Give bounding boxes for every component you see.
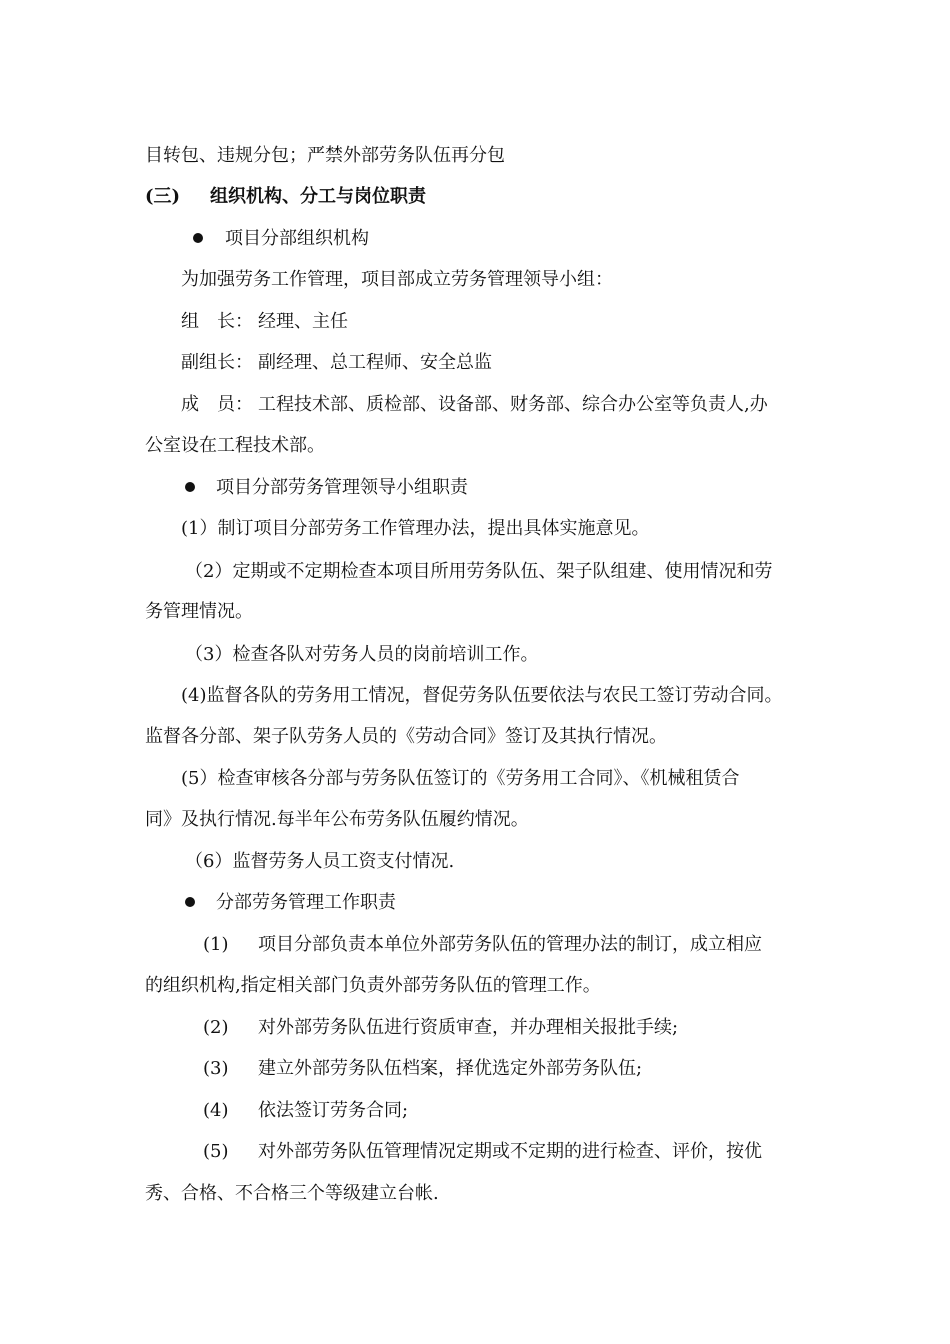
duty-item-5-line2: 同》及执行情况.每半年公布劳务队伍履约情况。 bbox=[145, 809, 529, 830]
duty-item-3: （3）检查各队对劳务人员的岗前培训工作。 bbox=[185, 644, 539, 665]
section-title: 组织机构、分工与岗位职责 bbox=[210, 186, 426, 207]
sub-item-1-line2: 的组织机构,指定相关部门负责外部劳务队伍的管理工作。 bbox=[145, 975, 601, 996]
sub-item-1-number: (1) bbox=[203, 934, 229, 955]
member-value-line2: 公室设在工程技术部。 bbox=[145, 435, 325, 456]
bullet-heading-branch-duties: 分部劳务管理工作职责 bbox=[216, 892, 396, 913]
sub-item-4-text: 依法签订劳务合同; bbox=[258, 1100, 409, 1121]
deputy-label: 副组长： bbox=[181, 352, 253, 373]
duty-item-4-line2: 监督各分部、架子队劳务人员的《劳动合同》签订及其执行情况。 bbox=[145, 726, 667, 747]
duty-item-2-line1: （2）定期或不定期检查本项目所用劳务队伍、架子队组建、使用情况和劳 bbox=[185, 561, 773, 582]
duty-item-4-line1: (4)监督各队的劳务用工情况，督促劳务队伍要依法与农民工签订劳动合同。 bbox=[181, 685, 783, 706]
bullet-heading-structure: 项目分部组织机构 bbox=[225, 228, 369, 249]
deputy-value: 副经理、总工程师、安全总监 bbox=[258, 352, 492, 373]
sub-item-1-line1: 项目分部负责本单位外部劳务队伍的管理办法的制订，成立相应 bbox=[258, 934, 762, 955]
paragraph-intro: 目转包、违规分包；严禁外部劳务队伍再分包 bbox=[145, 145, 505, 166]
bullet-heading-duties: 项目分部劳务管理领导小组职责 bbox=[216, 477, 468, 498]
sub-item-2-text: 对外部劳务队伍进行资质审查，并办理相关报批手续; bbox=[258, 1017, 679, 1038]
duty-item-6: （6）监督劳务人员工资支付情况. bbox=[185, 851, 455, 872]
bullet-icon bbox=[193, 233, 203, 243]
sub-item-3-number: (3) bbox=[203, 1058, 229, 1079]
member-value-line1: 工程技术部、质检部、设备部、财务部、综合办公室等负责人,办 bbox=[258, 394, 768, 415]
duty-item-1: (1）制订项目分部劳务工作管理办法，提出具体实施意见。 bbox=[181, 518, 650, 539]
sub-item-5-line2: 秀、合格、不合格三个等级建立台帐. bbox=[145, 1183, 439, 1204]
sub-item-4-number: (4) bbox=[203, 1100, 229, 1121]
bullet-icon bbox=[185, 897, 195, 907]
duty-item-5-line1: (5）检查审核各分部与劳务队伍签订的《劳务用工合同》、《机械租赁合 bbox=[181, 768, 740, 789]
section-number: (三) bbox=[145, 186, 181, 207]
member-label: 成 员： bbox=[181, 394, 253, 415]
sub-item-3-text: 建立外部劳务队伍档案，择优选定外部劳务队伍; bbox=[258, 1058, 643, 1079]
sub-item-5-line1: 对外部劳务队伍管理情况定期或不定期的进行检查、评价，按优 bbox=[258, 1141, 762, 1162]
sub-item-2-number: (2) bbox=[203, 1017, 229, 1038]
duty-item-2-line2: 务管理情况。 bbox=[145, 601, 253, 622]
sub-item-5-number: (5) bbox=[203, 1141, 229, 1162]
leader-value: 经理、主任 bbox=[258, 311, 348, 332]
leader-label: 组 长： bbox=[181, 311, 253, 332]
bullet-icon bbox=[185, 482, 195, 492]
paragraph-leadgroup: 为加强劳务工作管理，项目部成立劳务管理领导小组： bbox=[181, 269, 613, 290]
